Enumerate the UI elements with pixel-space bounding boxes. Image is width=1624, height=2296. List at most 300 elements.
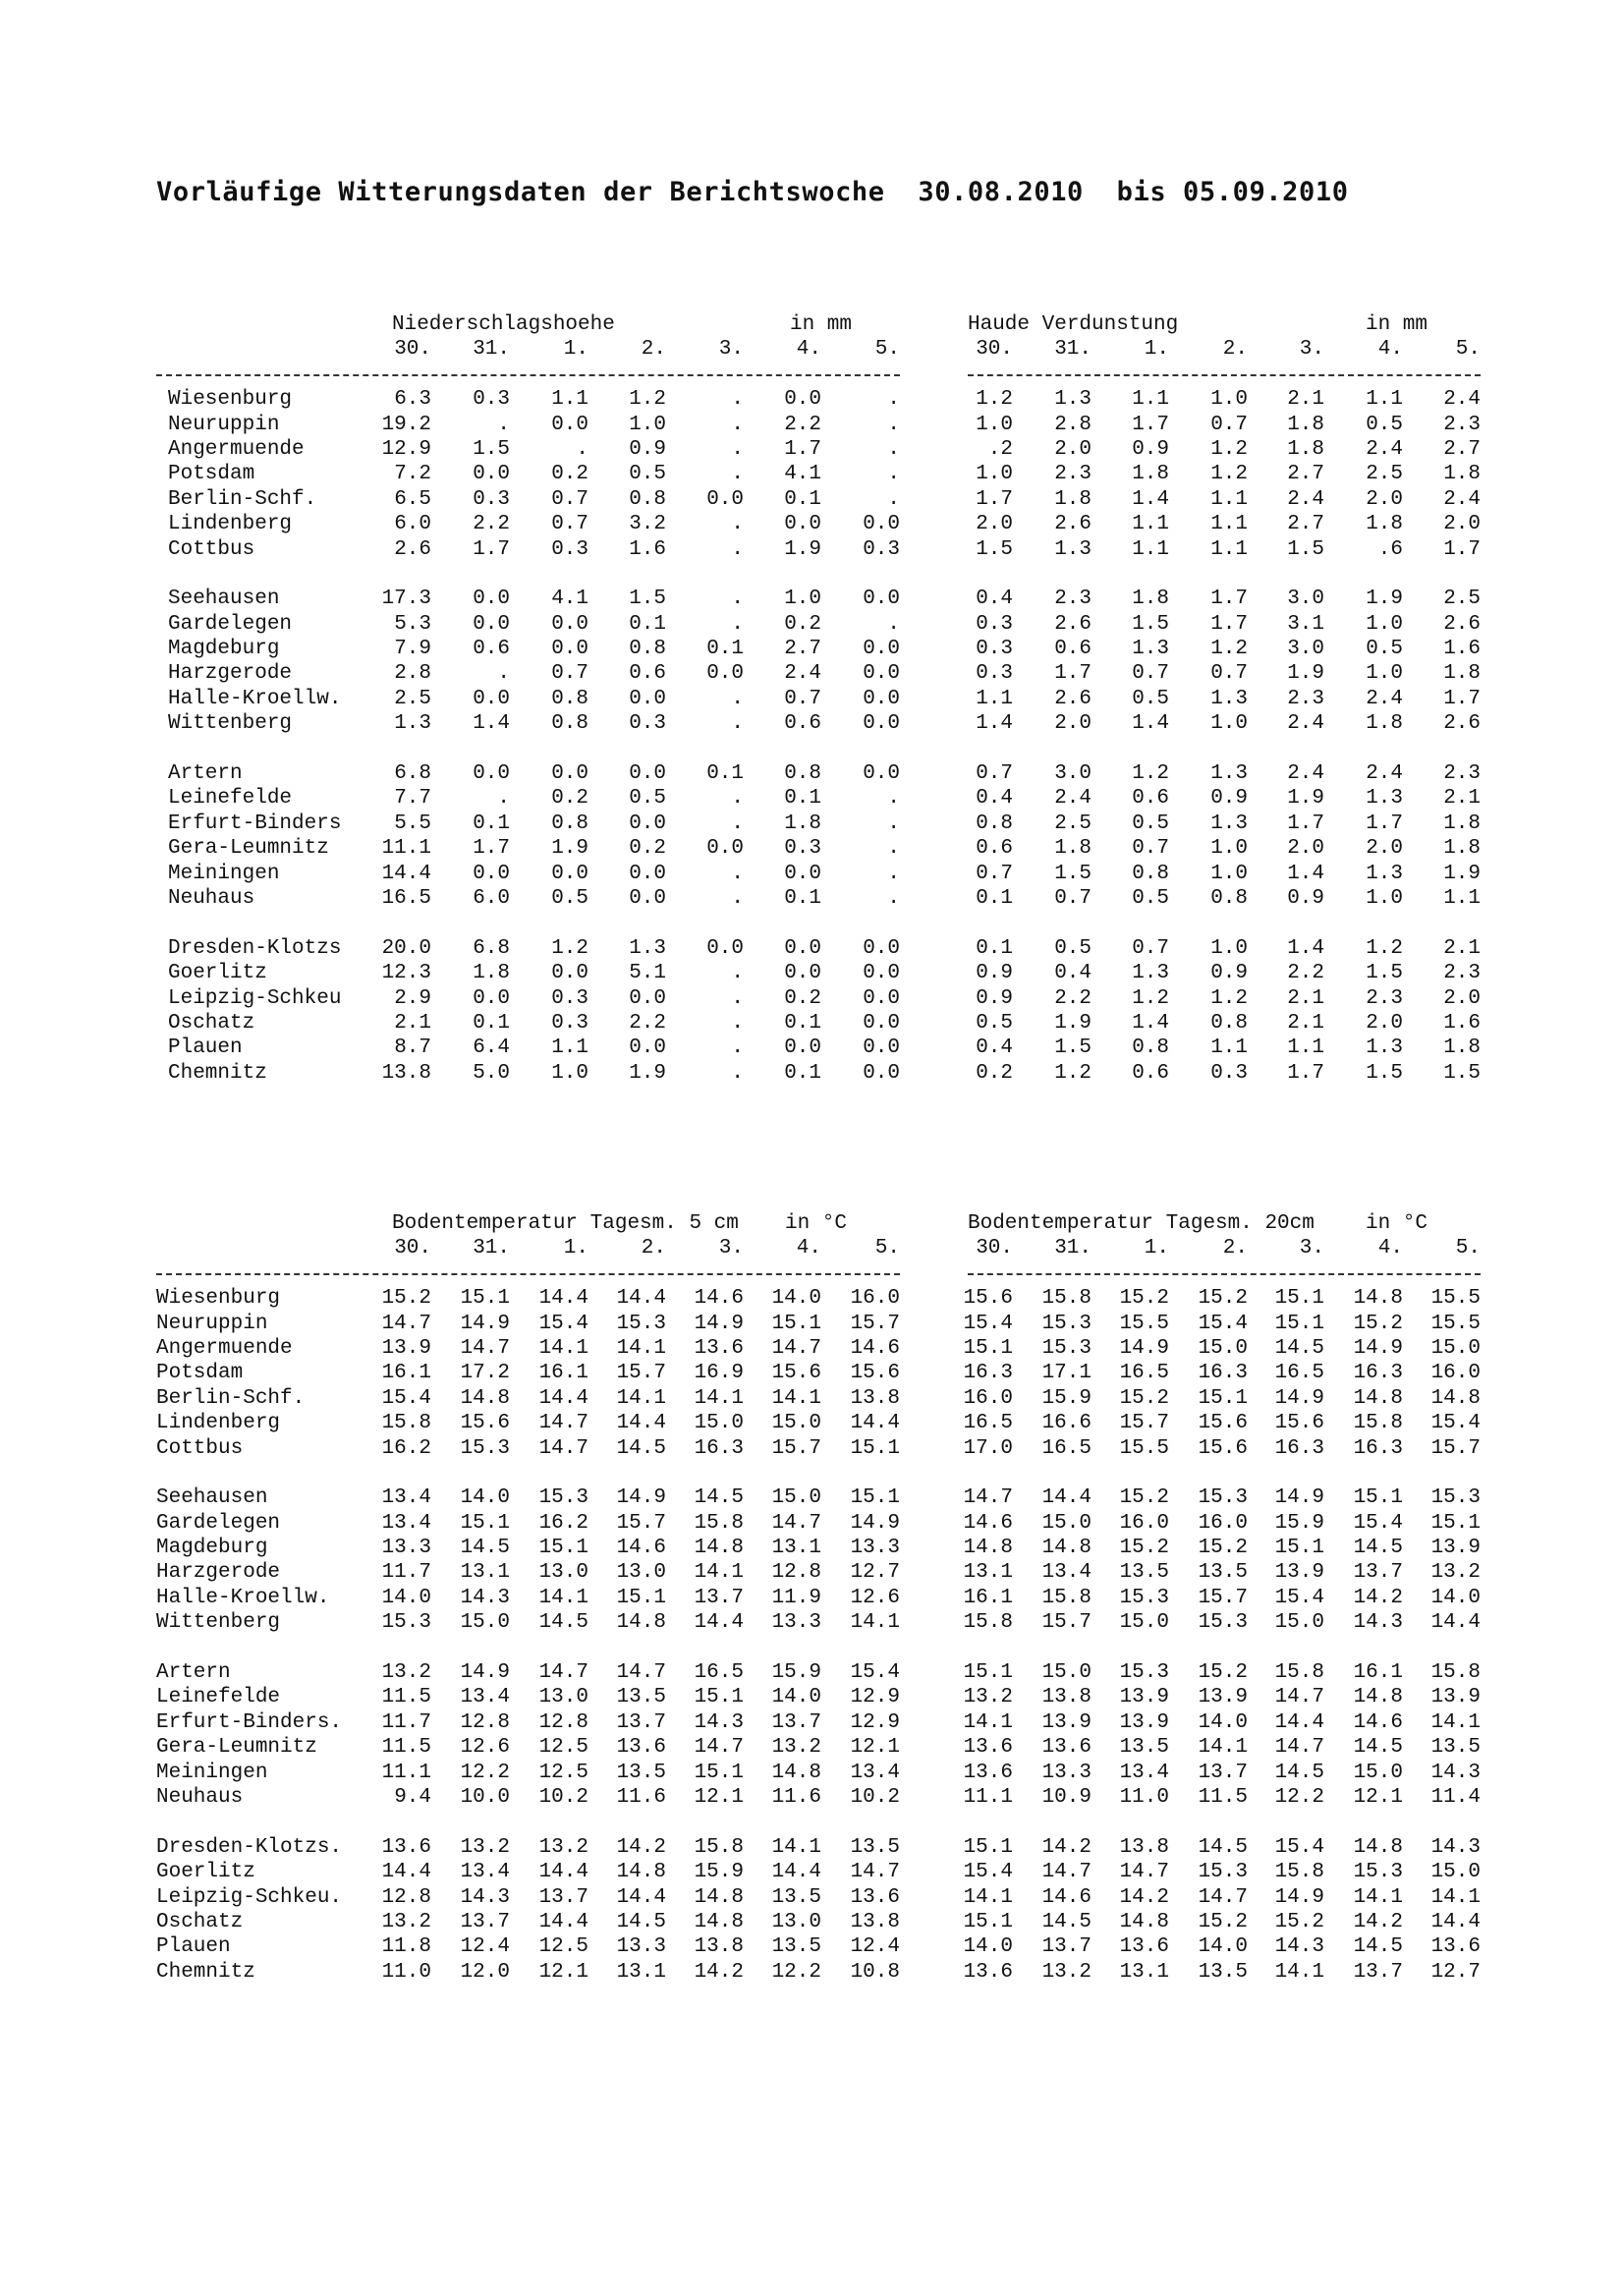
value-cell: 14.0	[381, 1586, 431, 1609]
value-cell: 14.5	[1198, 1835, 1248, 1859]
value-cell: .	[887, 837, 900, 861]
value-cell: 2.1	[1287, 1011, 1324, 1035]
value-cell: 0.0	[863, 1036, 900, 1060]
value-cell: 0.3	[473, 487, 510, 511]
value-cell: 15.1	[538, 1537, 588, 1560]
table-row	[156, 387, 903, 412]
value-cell: 1.1	[1287, 1036, 1324, 1060]
value-cell: 14.6	[963, 1511, 1013, 1535]
value-cell: 0.7	[976, 762, 1013, 786]
station-name: Seehausen	[168, 588, 280, 611]
value-cell: 12.9	[850, 1710, 900, 1734]
table-row	[156, 1011, 903, 1036]
value-cell: 15.1	[1353, 1486, 1403, 1510]
value-cell: 14.1	[1198, 1736, 1248, 1760]
value-cell: 1.3	[1054, 537, 1092, 561]
value-cell: 16.3	[963, 1362, 1013, 1385]
value-cell: 2.3	[1054, 463, 1092, 486]
value-cell: 1.3	[1210, 812, 1248, 835]
value-cell: 12.7	[850, 1561, 900, 1585]
value-cell: 13.8	[694, 1935, 744, 1959]
value-cell: 2.8	[1054, 413, 1092, 436]
value-cell: 1.4	[1132, 487, 1169, 511]
table-row	[156, 1336, 903, 1361]
group-spacer	[968, 737, 1498, 761]
section-label: Bodentemperatur Tagesm. 20cm	[968, 1212, 1315, 1235]
value-cell: 15.0	[771, 1412, 821, 1435]
day-header: 1.	[1144, 1237, 1169, 1260]
table-row	[963, 1485, 1498, 1510]
value-cell: 14.5	[1353, 1736, 1403, 1760]
value-cell: 16.3	[1353, 1362, 1403, 1385]
value-cell: 10.0	[460, 1785, 510, 1809]
value-cell: 15.8	[1430, 1661, 1481, 1685]
value-cell: 14.9	[1353, 1336, 1403, 1360]
value-cell: 16.3	[694, 1436, 744, 1460]
value-cell: 2.0	[1443, 986, 1481, 1010]
value-cell: 0.9	[1132, 437, 1169, 461]
value-cell: 1.1	[976, 687, 1013, 710]
table-row	[963, 1536, 1498, 1560]
value-cell: 13.2	[771, 1736, 821, 1760]
table-row	[156, 1710, 903, 1735]
value-cell: 15.1	[1274, 1287, 1324, 1311]
value-cell: 15.2	[1119, 1386, 1169, 1410]
value-cell: 1.8	[784, 812, 821, 835]
value-cell: 15.1	[460, 1287, 510, 1311]
value-cell: 2.1	[394, 1011, 431, 1035]
value-cell: 12.9	[850, 1686, 900, 1709]
station-name: Harzgerode	[156, 1561, 281, 1585]
station-name: Gera-Leumnitz	[156, 1736, 317, 1760]
value-cell: 14.8	[460, 1386, 510, 1410]
value-cell: 0.0	[629, 812, 666, 835]
value-cell: 13.7	[1041, 1935, 1092, 1959]
value-cell: 1.7	[784, 437, 821, 461]
day-header: 30.	[976, 338, 1013, 362]
value-cell: 13.5	[771, 1885, 821, 1909]
value-cell: 13.9	[381, 1336, 431, 1360]
value-cell: 14.0	[1198, 1935, 1248, 1959]
value-cell: 0.3	[784, 837, 821, 861]
value-cell: 14.8	[694, 1885, 744, 1909]
value-cell: 0.2	[784, 986, 821, 1010]
value-cell: 11.0	[381, 1960, 431, 1984]
value-cell: 0.1	[784, 787, 821, 811]
value-cell: 10.2	[538, 1785, 588, 1809]
value-cell: 2.3	[1443, 413, 1481, 436]
value-cell: 0.0	[784, 862, 821, 885]
group-spacer	[156, 1810, 903, 1834]
value-cell: 0.0	[706, 487, 744, 511]
station-name: Lindenberg	[168, 513, 293, 536]
day-header: 3.	[1299, 338, 1324, 362]
value-cell: 1.5	[473, 437, 510, 461]
value-cell: 14.8	[1119, 1910, 1169, 1933]
value-cell: 1.0	[1210, 862, 1248, 885]
value-cell: 0.0	[863, 962, 900, 985]
value-cell: 13.6	[616, 1736, 666, 1760]
value-cell: 15.3	[1353, 1861, 1403, 1884]
value-cell: 0.1	[784, 886, 821, 910]
station-name: Meiningen	[156, 1761, 268, 1784]
value-cell: 13.5	[1430, 1736, 1481, 1760]
value-cell: 0.9	[1210, 787, 1248, 811]
table-row	[156, 462, 903, 486]
day-header: 5.	[874, 1237, 900, 1260]
value-cell: 0.3	[976, 638, 1013, 661]
day-header: 5.	[874, 338, 900, 362]
value-cell: 2.5	[1054, 812, 1092, 835]
value-cell: 2.6	[1054, 513, 1092, 536]
value-cell: 0.0	[551, 612, 588, 636]
value-cell: 14.3	[1274, 1935, 1324, 1959]
value-cell: 2.1	[1443, 936, 1481, 960]
value-cell: 12.1	[538, 1960, 588, 1984]
station-name: Halle-Kroellw.	[168, 687, 342, 710]
value-cell: .	[731, 886, 744, 910]
table-header-title	[156, 1211, 903, 1236]
table-row	[156, 836, 903, 861]
section-label: Niederschlagshoehe	[392, 313, 615, 336]
value-cell: 14.2	[1353, 1586, 1403, 1609]
value-cell: 17.3	[381, 588, 431, 611]
value-cell: 14.9	[460, 1312, 510, 1335]
value-cell: 2.7	[1287, 463, 1324, 486]
value-cell: 13.0	[616, 1561, 666, 1585]
table-row	[156, 1685, 903, 1709]
value-cell: 1.2	[551, 936, 588, 960]
table-row	[156, 1860, 903, 1884]
station-name: Gera-Leumnitz	[168, 837, 329, 861]
day-header: 2.	[1222, 338, 1248, 362]
station-name: Dresden-Klotzs.	[156, 1835, 343, 1859]
value-cell: 15.1	[771, 1312, 821, 1335]
station-name: Goerlitz	[168, 962, 267, 985]
value-cell: 15.8	[1041, 1287, 1092, 1311]
value-cell: 0.0	[863, 1011, 900, 1035]
value-cell: 12.1	[1353, 1785, 1403, 1809]
unit-label: in mm	[1366, 313, 1428, 336]
station-name: Harzgerode	[168, 662, 293, 686]
value-cell: 16.3	[1274, 1436, 1324, 1460]
table-row	[156, 487, 903, 512]
table-row	[156, 886, 903, 911]
value-cell: .	[731, 513, 744, 536]
table-row	[156, 1660, 903, 1685]
value-cell: 0.3	[551, 1011, 588, 1035]
value-cell: 0.7	[784, 687, 821, 710]
value-cell: 13.7	[1198, 1761, 1248, 1784]
value-cell: 1.6	[629, 537, 666, 561]
day-header: 4.	[796, 338, 821, 362]
value-cell: 1.8	[1132, 463, 1169, 486]
table-row	[963, 1511, 1498, 1536]
station-name: Gardelegen	[156, 1511, 281, 1535]
station-name: Magdeburg	[168, 638, 280, 661]
table-row	[963, 1934, 1498, 1959]
value-cell: 2.2	[629, 1011, 666, 1035]
value-cell: 7.7	[394, 787, 431, 811]
value-cell: 16.1	[1353, 1661, 1403, 1685]
table-row	[156, 1960, 903, 1985]
value-cell: 11.4	[1430, 1785, 1481, 1809]
value-cell: .	[731, 787, 744, 811]
value-cell: 2.7	[784, 638, 821, 661]
value-cell: 0.4	[1054, 962, 1092, 985]
page-title: Vorläufige Witterungsdaten der Berichtswoche 30.08.2010 bis 05.09.2010	[156, 177, 1349, 207]
value-cell: .	[731, 413, 744, 436]
day-header: 31.	[473, 338, 510, 362]
value-cell: 13.4	[850, 1761, 900, 1784]
value-cell: 1.2	[1054, 1061, 1092, 1085]
value-cell: 0.5	[1132, 687, 1169, 710]
value-cell: 2.0	[1366, 837, 1403, 861]
value-cell: 14.1	[1430, 1885, 1481, 1909]
value-cell: 2.1	[1443, 787, 1481, 811]
value-cell: 1.2	[1210, 463, 1248, 486]
station-name: Leipzig-Schkeu.	[156, 1885, 343, 1909]
value-cell: 0.4	[976, 787, 1013, 811]
value-cell: 15.3	[1198, 1861, 1248, 1884]
value-cell: 5.5	[394, 812, 431, 835]
dashed-rule	[156, 1273, 900, 1275]
value-cell: 0.7	[551, 662, 588, 686]
station-name: Potsdam	[168, 463, 255, 486]
value-cell: 13.9	[1274, 1561, 1324, 1585]
value-cell: 14.8	[1041, 1537, 1092, 1560]
value-cell: 0.0	[629, 986, 666, 1010]
value-cell: 14.7	[538, 1661, 588, 1685]
table-row	[156, 986, 903, 1011]
value-cell: 14.5	[1041, 1910, 1092, 1933]
value-cell: 0.0	[473, 612, 510, 636]
value-cell: 1.5	[1366, 962, 1403, 985]
value-cell: 15.2	[1198, 1537, 1248, 1560]
value-cell: 0.8	[1210, 886, 1248, 910]
value-cell: 1.7	[1287, 1061, 1324, 1085]
dashed-rule	[968, 1273, 1481, 1275]
value-cell: 15.0	[771, 1486, 821, 1510]
day-header: 5.	[1455, 338, 1481, 362]
value-cell: 1.0	[1210, 712, 1248, 736]
table-row	[156, 1785, 903, 1810]
evaporation-table	[968, 312, 1498, 1086]
value-cell: .	[731, 1061, 744, 1085]
value-cell: 0.7	[976, 862, 1013, 885]
value-cell: 14.4	[850, 1412, 900, 1435]
value-cell: 0.5	[1366, 413, 1403, 436]
station-name: Gardelegen	[168, 612, 293, 636]
value-cell: 15.0	[1198, 1336, 1248, 1360]
value-cell: 0.6	[473, 638, 510, 661]
value-cell: 14.4	[538, 1861, 588, 1884]
value-cell: 1.6	[1443, 1011, 1481, 1035]
value-cell: 6.4	[473, 1036, 510, 1060]
station-name: Lindenberg	[156, 1412, 281, 1435]
day-header: 3.	[718, 338, 744, 362]
value-cell: 14.7	[616, 1661, 666, 1685]
value-cell: 14.6	[1353, 1710, 1403, 1734]
dashed-rule	[156, 374, 900, 376]
value-cell: 15.0	[1430, 1336, 1481, 1360]
value-cell: 13.7	[771, 1710, 821, 1734]
station-name: Chemnitz	[156, 1960, 255, 1984]
value-cell: 0.5	[629, 463, 666, 486]
table-row	[968, 761, 1498, 786]
table-row	[968, 537, 1498, 562]
value-cell: 2.3	[1366, 986, 1403, 1010]
value-cell: 0.8	[629, 638, 666, 661]
value-cell: 15.1	[850, 1436, 900, 1460]
value-cell: 1.7	[976, 487, 1013, 511]
value-cell: 15.4	[1274, 1835, 1324, 1859]
table-row	[963, 1710, 1498, 1735]
value-cell: 14.5	[1353, 1935, 1403, 1959]
value-cell: 14.7	[850, 1861, 900, 1884]
day-header: 1.	[1144, 338, 1169, 362]
value-cell: 15.4	[963, 1312, 1013, 1335]
value-cell: 1.1	[1210, 537, 1248, 561]
value-cell: 1.7	[1132, 413, 1169, 436]
table-row	[156, 812, 903, 836]
value-cell: 14.9	[1119, 1336, 1169, 1360]
station-name: Neuhaus	[168, 886, 255, 910]
value-cell: 13.9	[1430, 1686, 1481, 1709]
value-cell: 0.0	[629, 687, 666, 710]
day-header: 31.	[1054, 1237, 1092, 1260]
value-cell: 14.8	[963, 1537, 1013, 1560]
value-cell: 15.1	[963, 1336, 1013, 1360]
value-cell: 14.4	[771, 1861, 821, 1884]
table-row	[156, 1735, 903, 1760]
day-header: 4.	[1377, 1237, 1403, 1260]
value-cell: 15.4	[963, 1861, 1013, 1884]
value-cell: 0.1	[976, 886, 1013, 910]
value-cell: 14.8	[694, 1537, 744, 1560]
value-cell: 13.6	[963, 1761, 1013, 1784]
value-cell: 0.8	[1132, 862, 1169, 885]
value-cell: .	[887, 413, 900, 436]
value-cell: 15.7	[616, 1362, 666, 1385]
table-row	[156, 612, 903, 637]
value-cell: 14.3	[460, 1885, 510, 1909]
value-cell: 13.5	[1198, 1561, 1248, 1585]
value-cell: 13.5	[771, 1935, 821, 1959]
table-row	[963, 1361, 1498, 1385]
value-cell: 4.1	[784, 463, 821, 486]
value-cell: 13.4	[1041, 1561, 1092, 1585]
table-row	[968, 1061, 1498, 1086]
value-cell: 2.4	[1366, 687, 1403, 710]
value-cell: 14.2	[694, 1960, 744, 1984]
value-cell: 11.1	[381, 837, 431, 861]
value-cell: 2.4	[1366, 437, 1403, 461]
value-cell: 15.8	[694, 1511, 744, 1535]
value-cell: 14.0	[771, 1287, 821, 1311]
value-cell: 14.0	[460, 1486, 510, 1510]
value-cell: 1.7	[1443, 537, 1481, 561]
value-cell: 0.7	[551, 513, 588, 536]
day-header-row	[963, 1236, 1498, 1260]
value-cell: 0.8	[1132, 1036, 1169, 1060]
day-header: 4.	[796, 1237, 821, 1260]
value-cell: 1.2	[1210, 437, 1248, 461]
value-cell: 14.3	[1430, 1835, 1481, 1859]
station-name: Oschatz	[168, 1011, 255, 1035]
station-name: Goerlitz	[156, 1861, 255, 1884]
group-spacer	[156, 562, 903, 587]
value-cell: 15.8	[1274, 1661, 1324, 1685]
value-cell: 2.4	[1287, 487, 1324, 511]
value-cell: 0.7	[1132, 662, 1169, 686]
value-cell: 13.7	[1353, 1960, 1403, 1984]
value-cell: 15.7	[1119, 1412, 1169, 1435]
value-cell: 12.1	[850, 1736, 900, 1760]
table-row	[968, 1011, 1498, 1036]
value-cell: 13.2	[381, 1661, 431, 1685]
value-cell: 13.8	[381, 1061, 431, 1085]
value-cell: 15.7	[850, 1312, 900, 1335]
value-cell: 15.2	[1119, 1537, 1169, 1560]
table-row	[968, 462, 1498, 486]
value-cell: 0.1	[473, 1011, 510, 1035]
value-cell: 2.6	[1054, 612, 1092, 636]
value-cell: 15.4	[1198, 1312, 1248, 1335]
value-cell: 0.0	[863, 1061, 900, 1085]
value-cell: .	[731, 862, 744, 885]
value-cell: 0.5	[629, 787, 666, 811]
value-cell: 13.8	[850, 1910, 900, 1933]
value-cell: 1.1	[551, 388, 588, 412]
value-cell: 5.0	[473, 1061, 510, 1085]
value-cell: 1.8	[1366, 712, 1403, 736]
value-cell: 14.4	[694, 1611, 744, 1635]
table-row	[156, 1061, 903, 1086]
value-cell: 16.5	[963, 1412, 1013, 1435]
value-cell: 13.1	[1119, 1960, 1169, 1984]
value-cell: 15.2	[1274, 1910, 1324, 1933]
value-cell: 1.9	[551, 837, 588, 861]
value-cell: 2.7	[1287, 513, 1324, 536]
table-row	[963, 1386, 1498, 1411]
value-cell: 15.1	[1274, 1312, 1324, 1335]
value-cell: 1.8	[1443, 812, 1481, 835]
table-header-title	[963, 1211, 1498, 1236]
value-cell: 14.4	[538, 1910, 588, 1933]
value-cell: 15.3	[381, 1611, 431, 1635]
value-cell: 6.3	[394, 388, 431, 412]
value-cell: 0.5	[1366, 638, 1403, 661]
value-cell: 14.4	[1430, 1910, 1481, 1933]
value-cell: 14.3	[694, 1710, 744, 1734]
value-cell: 15.8	[1041, 1586, 1092, 1609]
value-cell: 0.1	[706, 638, 744, 661]
value-cell: 11.0	[1119, 1785, 1169, 1809]
value-cell: 0.7	[1132, 936, 1169, 960]
day-header: 1.	[563, 338, 588, 362]
day-header: 2.	[641, 338, 666, 362]
value-cell: 0.0	[473, 862, 510, 885]
section-label: Haude Verdunstung	[968, 313, 1179, 336]
value-cell: 15.4	[850, 1661, 900, 1685]
value-cell: 13.3	[616, 1935, 666, 1959]
value-cell: 13.4	[381, 1486, 431, 1510]
value-cell: 1.4	[1132, 1011, 1169, 1035]
value-cell: 0.0	[784, 513, 821, 536]
value-cell: 0.0	[473, 588, 510, 611]
value-cell: 14.4	[616, 1885, 666, 1909]
